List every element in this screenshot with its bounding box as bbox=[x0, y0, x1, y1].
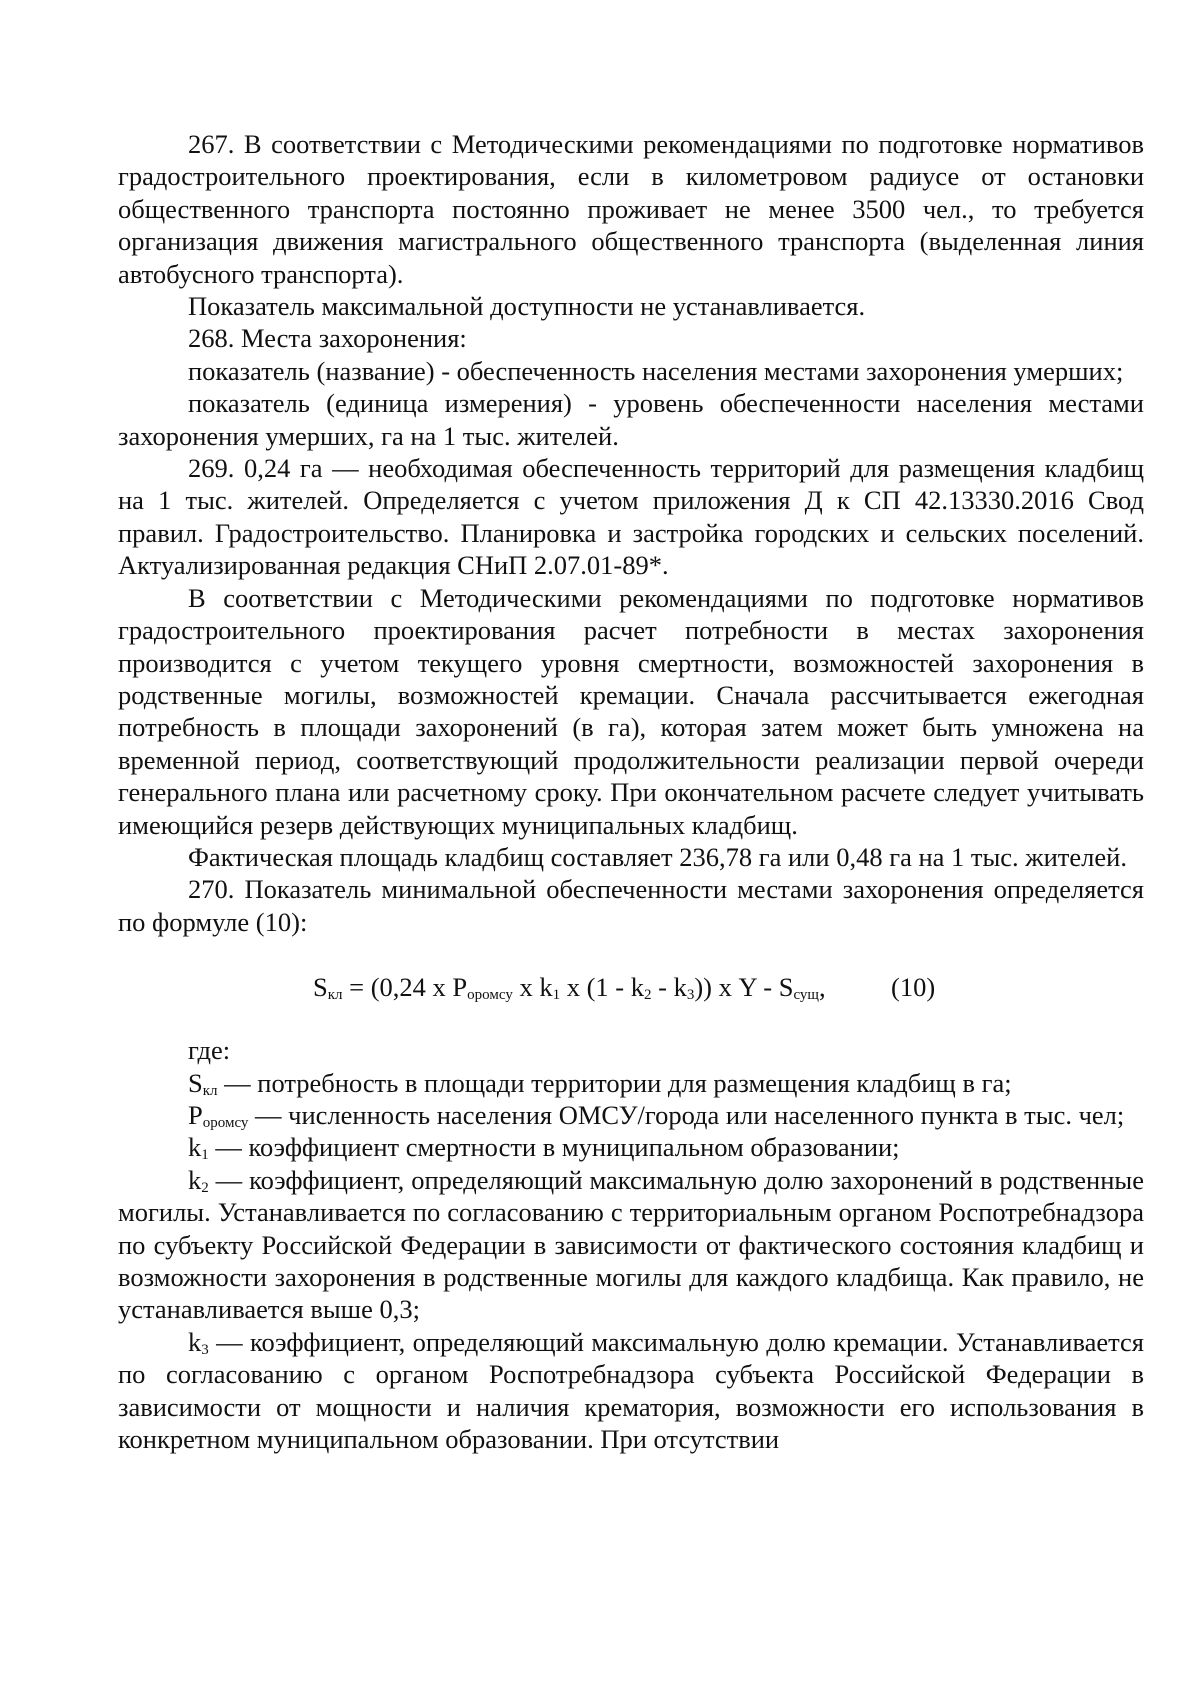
formula-text: )) х Y - S bbox=[694, 972, 794, 1003]
definition-subscript: кл bbox=[202, 1082, 218, 1099]
definition-symbol: P bbox=[188, 1099, 203, 1130]
definition-s-kl bbox=[118, 1067, 1144, 1099]
formula-number: (10) bbox=[891, 972, 936, 1003]
paragraph-269: 269. 0,24 га — необходимая обеспеченность территорий для размещения кладбищ на 1 тыс. жителей. Определяется с учетом приложения Д к СП 42.13330.2016 Свод правил. Градостроительство. Планировка и застройка городских и сельских поселений. Актуализированная редакция СНиП 2.07.01-89*. bbox=[118, 453, 1144, 581]
definition-text: — коэффициент, определяющий максимальную долю захоронений в родственные могилы. Устанавливается по согласованию с территориальным органом Роспотребнадзора по субъекту Российской Федерации в зависимости от фактического состояния кладбищ и возможности захоронения в родственные могилы для каждого кладбища. Как правило, не устанавливается выше 0,3; bbox=[118, 1164, 1144, 1325]
definition-symbol: S bbox=[188, 1067, 203, 1098]
definition-text: — численность населения ОМСУ/города или населенного пункта в тыс. чел; bbox=[248, 1099, 1125, 1130]
definition-symbol: k bbox=[188, 1164, 202, 1195]
formula-text: х k bbox=[512, 972, 553, 1003]
definition-subscript: 1 bbox=[201, 1147, 209, 1164]
paragraph-268: 268. Места захоронения: bbox=[188, 323, 467, 354]
formula-10 bbox=[118, 958, 1144, 1016]
paragraph-267: 267. В соответствии с Методическими рекомендациями по подготовке нормативов градостроительного проектирования, если в километровом радиусе от остановки общественного транспорта постоянно проживает не менее 3500 чел., то требуется организация движения магистрального общественного транспорта (выделенная линия автобусного транспорта). bbox=[118, 129, 1144, 289]
paragraph-269-fact: Фактическая площадь кладбищ составляет 236,78 га или 0,48 га на 1 тыс. жителей. bbox=[188, 841, 1127, 872]
definition-text: — коэффициент смертности в муниципальном образовании; bbox=[208, 1132, 900, 1163]
formula-text: = (0,24 х P bbox=[342, 972, 468, 1003]
paragraph-270: 270. Показатель минимальной обеспеченности местами захоронения определяется по формуле (10): bbox=[118, 874, 1144, 937]
definition-k2 bbox=[118, 1164, 1144, 1326]
formula-text: - k bbox=[651, 972, 687, 1003]
formula-text: , bbox=[818, 972, 826, 1003]
definition-symbol: k bbox=[188, 1132, 202, 1163]
definition-p-oromsu bbox=[118, 1099, 1144, 1131]
formula-subscript: кл bbox=[327, 987, 343, 1004]
formula-subscript: сущ bbox=[793, 987, 819, 1004]
paragraph-268-indicator-name: показатель (название) - обеспеченность населения местами захоронения умерших; bbox=[188, 355, 1124, 386]
formula-subscript: 3 bbox=[686, 987, 695, 1004]
definition-subscript: 3 bbox=[201, 1341, 209, 1358]
definition-k3 bbox=[118, 1326, 1144, 1456]
where-label: где: bbox=[188, 1035, 231, 1066]
formula-subscript: оромсу bbox=[467, 987, 513, 1004]
definition-subscript: 2 bbox=[201, 1179, 209, 1196]
paragraph-269-method: В соответствии с Методическими рекомендациями по подготовке нормативов градостроительного проектирования расчет потребности в местах захоронения производится с учетом текущего уровня смертности, возможностей захоронения в родственные могилы, возможностей кремации. Сначала рассчитывается ежегодная потребность в площади захоронений (в га), которая затем может быть умножена на временной период, соответствующий продолжительности реализации первой очереди генерального плана или расчетному сроку. При окончательном расчете следует учитывать имеющийся резерв действующих муниципальных кладбищ. bbox=[118, 582, 1144, 840]
definition-subscript: оромсу bbox=[202, 1114, 249, 1131]
formula-text: х (1 - k bbox=[560, 972, 644, 1003]
definition-symbol: k bbox=[188, 1326, 202, 1357]
definition-k1 bbox=[118, 1131, 1144, 1163]
paragraph-268-indicator-unit: показатель (единица измерения) - уровень обеспеченности населения местами захоронения умерших, га на 1 тыс. жителей. bbox=[118, 388, 1144, 451]
paragraph-267-note: Показатель максимальной доступности не устанавливается. bbox=[188, 291, 866, 322]
formula-expression bbox=[313, 958, 826, 1016]
formula-subscript: 1 bbox=[552, 987, 561, 1004]
formula-symbol: S bbox=[313, 972, 328, 1003]
formula-subscript: 2 bbox=[644, 987, 652, 1004]
definition-text: — потребность в площади территории для размещения кладбищ в га; bbox=[217, 1067, 1012, 1098]
definition-text: — коэффициент, определяющий максимальную долю кремации. Устанавливается по согласованию с органом Роспотребнадзора субъекта Российской Федерации в зависимости от мощности и наличия крематория, возможности его использования в конкретном муниципальном образовании. При отсутствии bbox=[118, 1326, 1144, 1455]
